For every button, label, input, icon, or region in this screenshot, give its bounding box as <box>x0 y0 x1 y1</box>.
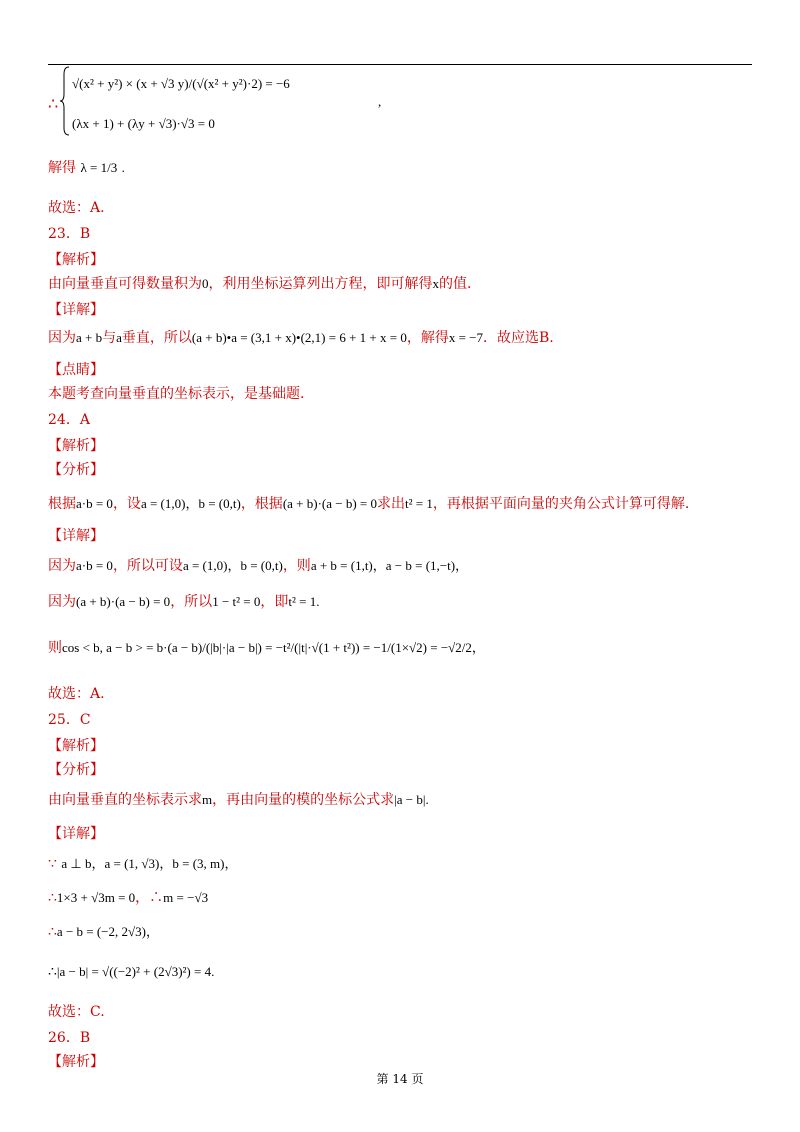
answer-line: 故选：A. <box>48 200 105 216</box>
question-26-header: 26．B <box>48 1030 91 1046</box>
section-breakdown: 【分析】 <box>48 762 104 778</box>
q25-detail-line-1: ∵ a ⊥ b，a = (1, √3)，b = (3, m)， <box>48 856 238 872</box>
top-rule <box>48 64 752 65</box>
section-breakdown: 【分析】 <box>48 462 104 478</box>
equation-2: (λx + 1) + (λy + √3)·√3 = 0 <box>72 116 215 131</box>
system-comma: , <box>378 94 382 109</box>
solve-lambda-line: 解得 λ = 1/3 . <box>48 160 125 176</box>
left-brace <box>60 66 70 136</box>
section-analysis: 【解析】 <box>48 738 104 754</box>
q23-comment-text: 本题考查向量垂直的坐标表示，是基础题. <box>48 386 305 402</box>
q24-detail-line-1: 因为a·b = 0，所以可设a = (1,0)，b = (0,t)，则a + b = (1,t)，a − b = (1,−t)， <box>48 558 469 574</box>
q24-analysis-text: 根据a·b = 0，设a = (1,0)，b = (0,t)，根据(a + b)·(a − b) = 0求出t² = 1，再根据平面向量的夹角公式计算可得解. <box>48 496 690 512</box>
answer-line: 故选：C. <box>48 1004 105 1020</box>
section-analysis: 【解析】 <box>48 252 104 268</box>
q24-detail-line-2: 因为(a + b)·(a − b) = 0，所以1 − t² = 0，即t² = 1. <box>48 594 320 610</box>
question-24-header: 24．A <box>48 412 90 428</box>
q23-analysis-text: 由向量垂直可得数量积为0，利用坐标运算列出方程，即可解得x的值. <box>48 276 472 292</box>
q25-detail-line-3: ∴a − b = (−2, 2√3)， <box>48 924 159 940</box>
q24-cosine-line: 则cos < b, a − b > = b·(a − b)/(|b|·|a − b|) = −t²/(|t|·√(1 + t²)) = −1/(1×√2) = −√2/2， <box>48 640 485 656</box>
q25-detail-line-2: ∴1×3 + √3m = 0，∴m = −√3 <box>48 890 209 906</box>
therefore-symbol: ∴ <box>48 94 59 113</box>
section-detail: 【详解】 <box>48 528 104 544</box>
section-comment: 【点睛】 <box>48 362 104 378</box>
lambda-value: λ = 1/3 <box>80 160 118 175</box>
question-23-header: 23．B <box>48 226 91 242</box>
q25-detail-line-4: ∴|a − b| = √((−2)² + (2√3)²) = 4. <box>48 964 215 980</box>
question-25-header: 25．C <box>48 712 91 728</box>
equation-system <box>48 66 468 138</box>
section-analysis: 【解析】 <box>48 438 104 454</box>
page-number: 第 14 页 <box>376 1072 424 1086</box>
q23-detail-text: 因为a + b与a垂直，所以(a + b)•a = (3,1 + x)•(2,1) = 6 + 1 + x = 0，解得x = −7．故应选B. <box>48 330 554 346</box>
answer-line: 故选：A. <box>48 686 105 702</box>
section-analysis: 【解析】 <box>48 1054 104 1070</box>
equation-1: √(x² + y²) × (x + √3 y)/(√(x² + y²)·2) = −6 <box>72 76 290 91</box>
q25-analysis-text: 由向量垂直的坐标表示求m，再由向量的模的坐标公式求|a − b|. <box>48 792 429 808</box>
section-detail: 【详解】 <box>48 826 104 842</box>
section-detail: 【详解】 <box>48 302 104 318</box>
